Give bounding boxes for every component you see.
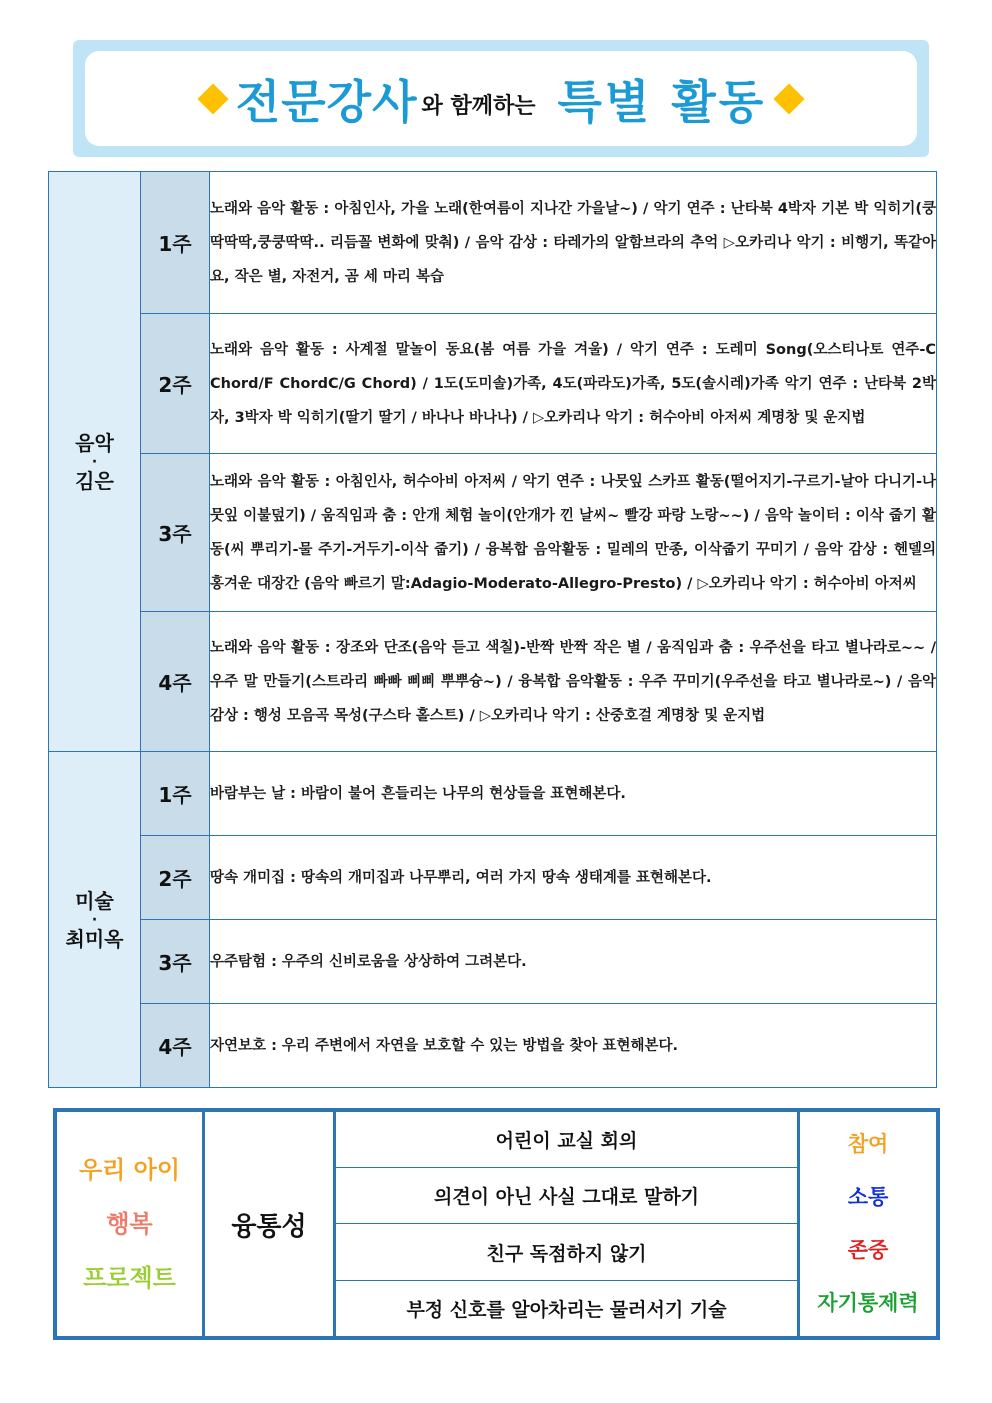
title-part1: 전문강사 — [235, 74, 418, 129]
project-table — [53, 1108, 940, 1340]
project-item-2: 의견이 아닌 사실 그대로 말하기 — [335, 1168, 799, 1224]
music-week-4-label: 4주 — [141, 612, 210, 752]
art-week-4-content: 자연보호 : 우리 주변에서 자연을 보호할 수 있는 방법을 찾아 표현해본다. — [210, 1004, 937, 1088]
art-week-3-label: 3주 — [141, 920, 210, 1004]
title-banner — [73, 40, 929, 157]
left-diamond-icon — [197, 83, 228, 114]
music-week-2-content: 노래와 음악 활동 : 사계절 말놀이 동요(봄 여름 가을 겨울) / 악기 연주 : 도레미 Song(오스티나토 연주-C Chord/F ChordC/G Chord) / 1도(도미솔)가족, 4도(파라도)가족, 5도(솔시레)가족 악기 연주 : 난타북 2박자, 3박자 박 익히기(딸기 딸기 / 바나나 바나나) / ▷오카리나 악기 : 허수아비 아저씨 계명창 및 운지법 — [210, 314, 937, 454]
music-week-2-row — [49, 314, 937, 454]
project-name-line3: 프로젝트 — [83, 1264, 176, 1292]
art-teacher: 최미옥 — [65, 926, 124, 951]
music-week-3-content: 노래와 음악 활동 : 아침인사, 허수아비 아저씨 / 악기 연주 : 나뭇잎 스카프 활동(떨어지기-구르기-날아 다니기-나뭇잎 이불덮기) / 움직임과 춤 : 안개 체험 놀이(안개가 낀 날씨~ 빨강 파랑 노랑~~) / 음악 놀이터 : 이삭 줍기 활동(씨 뿌리기-물 주기-거두기-이삭 줍기) / 융복합 음악활동 : 밀레의 만종, 이삭줍기 꾸미기 / 음악 감상 : 헨델의 홍겨운 대장간 (음악 빠르기 말:Adagio-Moderato-Allegro-Presto) / ▷오카리나 악기 : 허수아비 아저씨 — [210, 454, 937, 612]
music-week-3-label: 3주 — [141, 454, 210, 612]
art-subject-dot: · — [91, 911, 98, 928]
music-teacher: 김은 — [75, 468, 114, 493]
music-week-1-content: 노래와 음악 활동 : 아침인사, 가을 노래(한여름이 지나간 가을날~) / 악기 연주 : 난타북 4박자 기본 박 익히기(쿵 딱딱딱,쿵쿵딱딱.. 리듬꼴 변화에 맞춰) / 음악 감상 : 타레가의 알함브라의 추억 ▷오카리나 악기 : 비행기, 똑같아요, 작은 별, 자전거, 곰 세 마리 복습 — [210, 172, 937, 314]
art-week-2-label: 2주 — [141, 836, 210, 920]
art-subject: 미술 — [75, 888, 114, 913]
music-week-1-row — [49, 172, 937, 314]
value-respect: 존중 — [847, 1238, 889, 1262]
value-participation: 참여 — [847, 1132, 889, 1156]
project-name-line2: 행복 — [106, 1210, 153, 1238]
music-week-4-row — [49, 612, 937, 752]
art-week-1-row — [49, 752, 937, 836]
value-communication: 소통 — [847, 1185, 889, 1209]
music-subject-cell — [49, 172, 141, 752]
art-week-3-content: 우주탐험 : 우주의 신비로움을 상상하여 그려본다. — [210, 920, 937, 1004]
project-item-1: 어린이 교실 회의 — [335, 1110, 799, 1168]
music-week-2-label: 2주 — [141, 314, 210, 454]
music-week-3-row — [49, 454, 937, 612]
project-item-3: 친구 독점하지 않기 — [335, 1224, 799, 1280]
art-subject-cell — [49, 752, 141, 1088]
music-week-4-content: 노래와 음악 활동 : 장조와 단조(음악 듣고 색칠)-반짝 반짝 작은 별 / 움직임과 춤 : 우주선을 타고 별나라로~~ / 우주 말 만들기(스트라리 빠빠 삐삐 뿌뿌슝~) / 융복합 음악활동 : 우주 꾸미기(우주선을 타고 별나라로~) / 음악 감상 : 행성 모음곡 목성(구스타 홀스트) / ▷오카리나 악기 : 산중호걸 계명창 및 운지법 — [210, 612, 937, 752]
art-week-1-content: 바람부는 날 : 바람이 불어 흔들리는 나무의 현상들을 표현해본다. — [210, 752, 937, 836]
project-values-cell — [799, 1110, 939, 1338]
title-part3: 특별 활동 — [557, 74, 767, 129]
title-part2: 와 함께하는 — [421, 94, 536, 119]
schedule-table — [48, 171, 937, 1088]
art-week-4-row — [49, 1004, 937, 1088]
right-diamond-icon — [774, 83, 805, 114]
project-name-cell — [55, 1110, 204, 1338]
music-subject: 음악 — [75, 430, 114, 455]
art-week-2-row — [49, 836, 937, 920]
music-week-1-label: 1주 — [141, 172, 210, 314]
art-week-4-label: 4주 — [141, 1004, 210, 1088]
music-subject-dot: · — [91, 453, 98, 470]
art-week-1-label: 1주 — [141, 752, 210, 836]
title-banner-inner — [85, 51, 917, 146]
art-week-2-content: 땅속 개미집 : 땅속의 개미집과 나무뿌리, 여러 가지 땅속 생태계를 표현해본다. — [210, 836, 937, 920]
project-theme: 융통성 — [204, 1110, 335, 1338]
value-self-control: 자기통제력 — [817, 1291, 919, 1315]
art-week-3-row — [49, 920, 937, 1004]
project-item-4: 부정 신호를 알아차리는 물러서기 기술 — [335, 1280, 799, 1338]
project-name-line1: 우리 아이 — [78, 1156, 181, 1184]
